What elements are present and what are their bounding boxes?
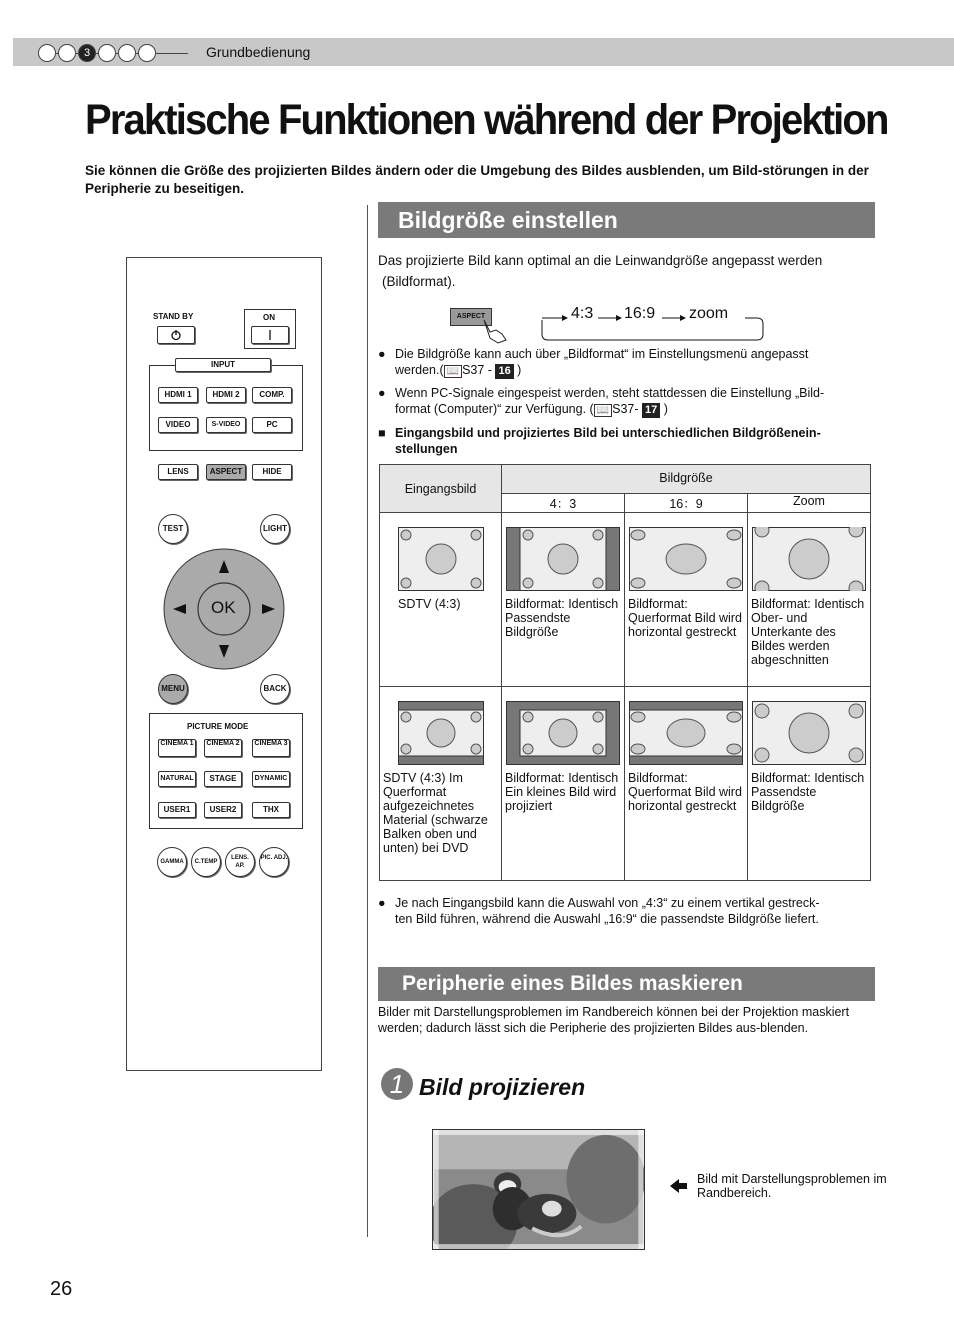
row2-col3-text: Bildformat: Identisch Passendste Bildgröße [751, 771, 865, 813]
chapter-circle-4 [98, 44, 116, 62]
bullet2-ref: S37- [612, 402, 643, 416]
section1-desc-line1: Das projizierte Bild kann optimal an die Leinwandgröße angepasst werden [378, 253, 823, 268]
ctemp-button[interactable]: C.TEMP [191, 847, 221, 877]
user1-button[interactable]: USER1 [158, 802, 196, 818]
chapter-circle-1 [38, 44, 56, 62]
hdmi1-button[interactable]: HDMI 1 [158, 387, 198, 403]
row2-input-text: SDTV (4:3) Im Querformat aufgezeichnetes Material (schwarze Balken oben und unten) bei DVD [383, 771, 488, 855]
bullet-dot: ● [378, 896, 386, 910]
bullet-2 [378, 385, 878, 419]
bullet-3 [378, 895, 878, 927]
pc-button[interactable]: PC [252, 417, 292, 433]
back-button[interactable]: BACK [260, 674, 290, 704]
aspect-comparison-table [379, 464, 871, 881]
book-icon: 📖 [594, 404, 612, 417]
row1-col2 [625, 513, 748, 687]
thumb-43-letterbox-source [398, 701, 484, 765]
row2-input [380, 687, 502, 881]
bullet-dot: ● [378, 347, 386, 361]
on-label: ON [263, 313, 275, 322]
header-43: 4：3 [502, 494, 625, 513]
header-169: 16：9 [625, 494, 748, 513]
chapter-circle-5 [118, 44, 136, 62]
intro-text: Sie können die Größe des projizierten Bildes ändern oder die Umgebung des Bildes ausblenden, um Bild-störungen in der Peripherie zu beseitigen. [85, 163, 869, 196]
input-label: INPUT [175, 358, 271, 372]
bullet1-ref-num: 16 [495, 364, 513, 379]
thumb-zoom-cropped [752, 527, 866, 591]
bullet-1 [378, 346, 878, 380]
header-zoom: Zoom [748, 494, 871, 513]
thumb-zoom-fit [752, 701, 866, 765]
cinema1-button[interactable]: CINEMA 1 [158, 739, 196, 757]
flow-zoom: zoom [689, 305, 729, 322]
table-row [380, 687, 871, 881]
section2-desc: Bilder mit Darstellungsproblemen im Randbereich können bei der Projektion maskiert werden; dadurch lässt sich die Peripherie des projizierten Bildes aus-blenden. [378, 1005, 850, 1035]
row2-col3 [748, 687, 871, 881]
bullet2-line2: format (Computer)“ zur Verfügung. ( [395, 402, 594, 416]
bullet2-line1: Wenn PC-Signale eingespeist werden, steht stattdessen die Einstellung „Bild- [395, 386, 825, 400]
cinema2-button[interactable]: CINEMA 2 [204, 739, 242, 757]
row2-col1-text: Bildformat: Identisch Ein kleines Bild wird projiziert [505, 771, 619, 813]
lens-button[interactable]: LENS [158, 464, 198, 480]
dynamic-button[interactable]: DYNAMIC [252, 771, 290, 787]
table-heading [378, 425, 878, 457]
row2-col2 [625, 687, 748, 881]
menu-button[interactable]: MENU [158, 674, 188, 704]
bullet-dot: ● [378, 386, 386, 400]
on-button[interactable] [251, 326, 289, 344]
bullet1-line1: Die Bildgröße kann auch über „Bildformat“ im Einstellungsmenü angepasst [395, 347, 809, 361]
thumb-169-stretched [629, 527, 743, 591]
test-button[interactable]: TEST [158, 514, 188, 544]
header-eingangsbild: Eingangsbild [380, 465, 502, 513]
flow-169: 16:9 [624, 305, 656, 322]
power-icon [170, 329, 182, 341]
bullet2-ref-num: 17 [642, 403, 660, 418]
picture-mode-label: PICTURE MODE [187, 722, 249, 731]
on-bar-icon [264, 329, 276, 341]
row2-col1 [502, 687, 625, 881]
flow-43: 4:3 [571, 305, 594, 322]
comp-button[interactable]: COMP. [252, 387, 292, 403]
aspect-button[interactable]: ASPECT [206, 464, 246, 480]
input-group [149, 365, 303, 451]
thumb-43-source [398, 527, 484, 591]
standby-button[interactable] [157, 326, 195, 344]
thumb-43-small [506, 701, 620, 765]
section1-desc-line2: (Bildformat). [382, 274, 456, 289]
row1-input [380, 513, 502, 687]
table-row [380, 513, 871, 687]
chapter-circle-2 [58, 44, 76, 62]
standby-label: STAND BY [153, 312, 194, 321]
bullet3-line2: ten Bild führen, während die Auswahl „16:9“ die passendste Bildgröße liefert. [395, 912, 819, 926]
chapter-indicator [38, 44, 156, 62]
row2-col2-text: Bildformat: Querformat Bild wird horizontal gestreckt [628, 771, 742, 813]
step-title: Bild projizieren [419, 1074, 586, 1100]
hide-button[interactable]: HIDE [252, 464, 292, 480]
section-bildgroesse-title: Bildgröße einstellen [378, 202, 875, 238]
row1-col2-text: Bildformat: Querformat Bild wird horizontal gestreckt [628, 597, 742, 639]
book-icon: 📖 [444, 365, 462, 378]
cinema3-button[interactable]: CINEMA 3 [252, 739, 290, 757]
photo-note: Bild mit Darstellungsproblemen im Randbereich. [697, 1172, 887, 1200]
light-button[interactable]: LIGHT [260, 514, 290, 544]
remote-control [126, 257, 322, 1071]
thumb-43-pillarbox [506, 527, 620, 591]
finger-press-icon [480, 318, 510, 344]
row1-input-text: SDTV (4:3) [398, 597, 461, 611]
chapter-circle-current: 3 [78, 44, 96, 62]
table-heading-text: Eingangsbild und projiziertes Bild bei unterschiedlichen Bildgrößenein-stellungen [395, 426, 821, 456]
row1-col1 [502, 513, 625, 687]
section-peripherie-title: Peripherie eines Bildes maskieren [378, 967, 875, 1001]
row1-col1-text: Bildformat: Identisch Passendste Bildgröße [505, 597, 619, 639]
ok-button[interactable]: OK [211, 598, 236, 617]
step-number: 1 [381, 1068, 413, 1100]
row1-col3 [748, 513, 871, 687]
section-label: Grundbedienung [206, 44, 311, 60]
page-number: 26 [50, 1278, 73, 1300]
bullet1-line2: werden.( [395, 363, 444, 377]
square-bullet: ■ [378, 426, 386, 440]
user2-button[interactable]: USER2 [204, 802, 242, 818]
bullet2-end: ) [660, 402, 668, 416]
red-panda-photo [432, 1129, 645, 1250]
column-divider [367, 205, 368, 1237]
thumb-169-letterbox [629, 701, 743, 765]
aspect-key: ASPECT [450, 308, 492, 326]
bullet1-end: ) [513, 363, 522, 377]
natural-button[interactable]: NATURAL [158, 771, 196, 787]
chapter-circle-6 [138, 44, 156, 62]
picadj-button[interactable]: PIC. ADJ. [259, 847, 289, 877]
row1-col3-text: Bildformat: Identisch Ober- und Unterkante des Bildes werden abgeschnitten [751, 597, 865, 667]
hdmi2-button[interactable]: HDMI 2 [206, 387, 246, 403]
gamma-button[interactable]: GAMMA [157, 847, 187, 877]
header-bildgroesse: Bildgröße [502, 465, 871, 494]
bullet3-line1: Je nach Eingangsbild kann die Auswahl von „4:3“ zu einem vertikal gestreck- [395, 896, 820, 910]
lensap-button[interactable]: LENS. AP. [225, 847, 255, 877]
page-title: Praktische Funktionen während der Projektion [85, 96, 888, 144]
video-button[interactable]: VIDEO [158, 417, 198, 433]
thx-button[interactable]: THX [252, 802, 290, 818]
stage-button[interactable]: STAGE [204, 771, 242, 787]
arrow-left-icon [670, 1178, 688, 1194]
svideo-button[interactable]: S-VIDEO [206, 417, 246, 433]
bullet1-ref: S37 - [462, 363, 496, 377]
